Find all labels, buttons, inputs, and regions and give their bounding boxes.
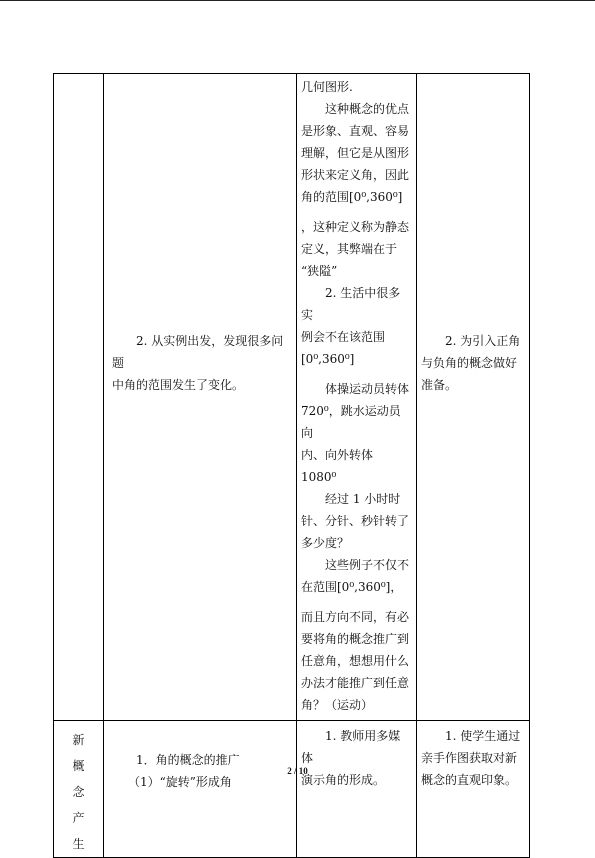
activity-text: 办法才能推广到任意 (301, 676, 410, 690)
stage-char: 概 (72, 759, 85, 773)
activity-text: [0⁰,360⁰] (301, 352, 355, 366)
intent-text: 概念的直观印象。 (421, 773, 518, 787)
activity-text: 而且方向不同，有必 (301, 610, 410, 624)
activity-text: 角的范围[0⁰,360⁰] (301, 190, 403, 204)
stage-cell-empty (54, 74, 104, 721)
activity-text: 例会不在该范围 (301, 330, 386, 344)
stage-char: 产 (72, 811, 85, 825)
activity-text: 多少度？ (301, 536, 350, 550)
intent-text: 准备。 (421, 377, 458, 392)
table-row (54, 74, 530, 721)
activity-text: 是形象、直观、容易 (301, 124, 410, 138)
stage-cell (54, 721, 104, 858)
content-cell (104, 721, 297, 858)
stage-char: 生 (72, 837, 85, 851)
activity-text: “狭隘” (301, 264, 338, 278)
activity-text: 形状来定义角，因此 (301, 168, 410, 182)
table-row (54, 721, 530, 858)
activity-text: 经过 1 小时时 (325, 492, 401, 506)
activity-text: 1. 教师用多媒体 (301, 729, 401, 765)
activity-text: 定义，其弊端在于 (301, 242, 398, 256)
activity-text: 演示角的形成。 (301, 773, 386, 787)
activity-text: 内、向外转体 1080⁰ (301, 448, 374, 484)
content-cell (104, 74, 297, 721)
activity-text: 要将角的概念推广到 (301, 632, 410, 646)
stage-char: 新 (72, 733, 85, 747)
activity-text: 理解，但它是从图形 (301, 146, 410, 160)
activity-text: 任意角，想想用什么 (301, 654, 410, 668)
design-intent-cell (417, 721, 530, 858)
intent-text: 与负角的概念做好 (421, 355, 518, 370)
design-intent-cell (417, 74, 530, 721)
activity-text: 体操运动员转体 (325, 382, 410, 396)
activity-text: 2. 生活中很多实 (301, 286, 401, 322)
activity-text: 角？（运动） (301, 698, 374, 712)
teacher-activity-cell (297, 721, 417, 858)
activity-text: 这种概念的优点 (325, 102, 410, 116)
intent-text: 1. 使学生通过 (445, 729, 521, 743)
page-number: 2 / 10 (287, 766, 308, 776)
activity-text: 针、分针、秒针转了 (301, 514, 410, 528)
activity-text: 在范围[0⁰,360⁰]， (301, 580, 403, 594)
activity-text: 这些例子不仅不 (325, 558, 410, 572)
teacher-activity-cell (297, 74, 417, 721)
activity-text: ，这种定义称为静态 (301, 220, 410, 234)
intent-text: 亲手作图获取对新 (421, 751, 518, 765)
content-text: 1．角的概念的推广 (136, 753, 240, 767)
intent-text: 2. 为引入正角 (445, 333, 521, 348)
content-text: 2. 从实例出发，发现很多问题 (112, 333, 284, 370)
content-text: 中角的范围发生了变化。 (112, 377, 245, 392)
stage-char: 念 (72, 785, 85, 799)
activity-text: 720⁰，跳水运动员向 (301, 404, 401, 440)
content-text: （1）“旋转”形成角 (128, 775, 232, 789)
activity-text: 几何图形. (301, 80, 353, 94)
lesson-plan-table (53, 73, 530, 858)
